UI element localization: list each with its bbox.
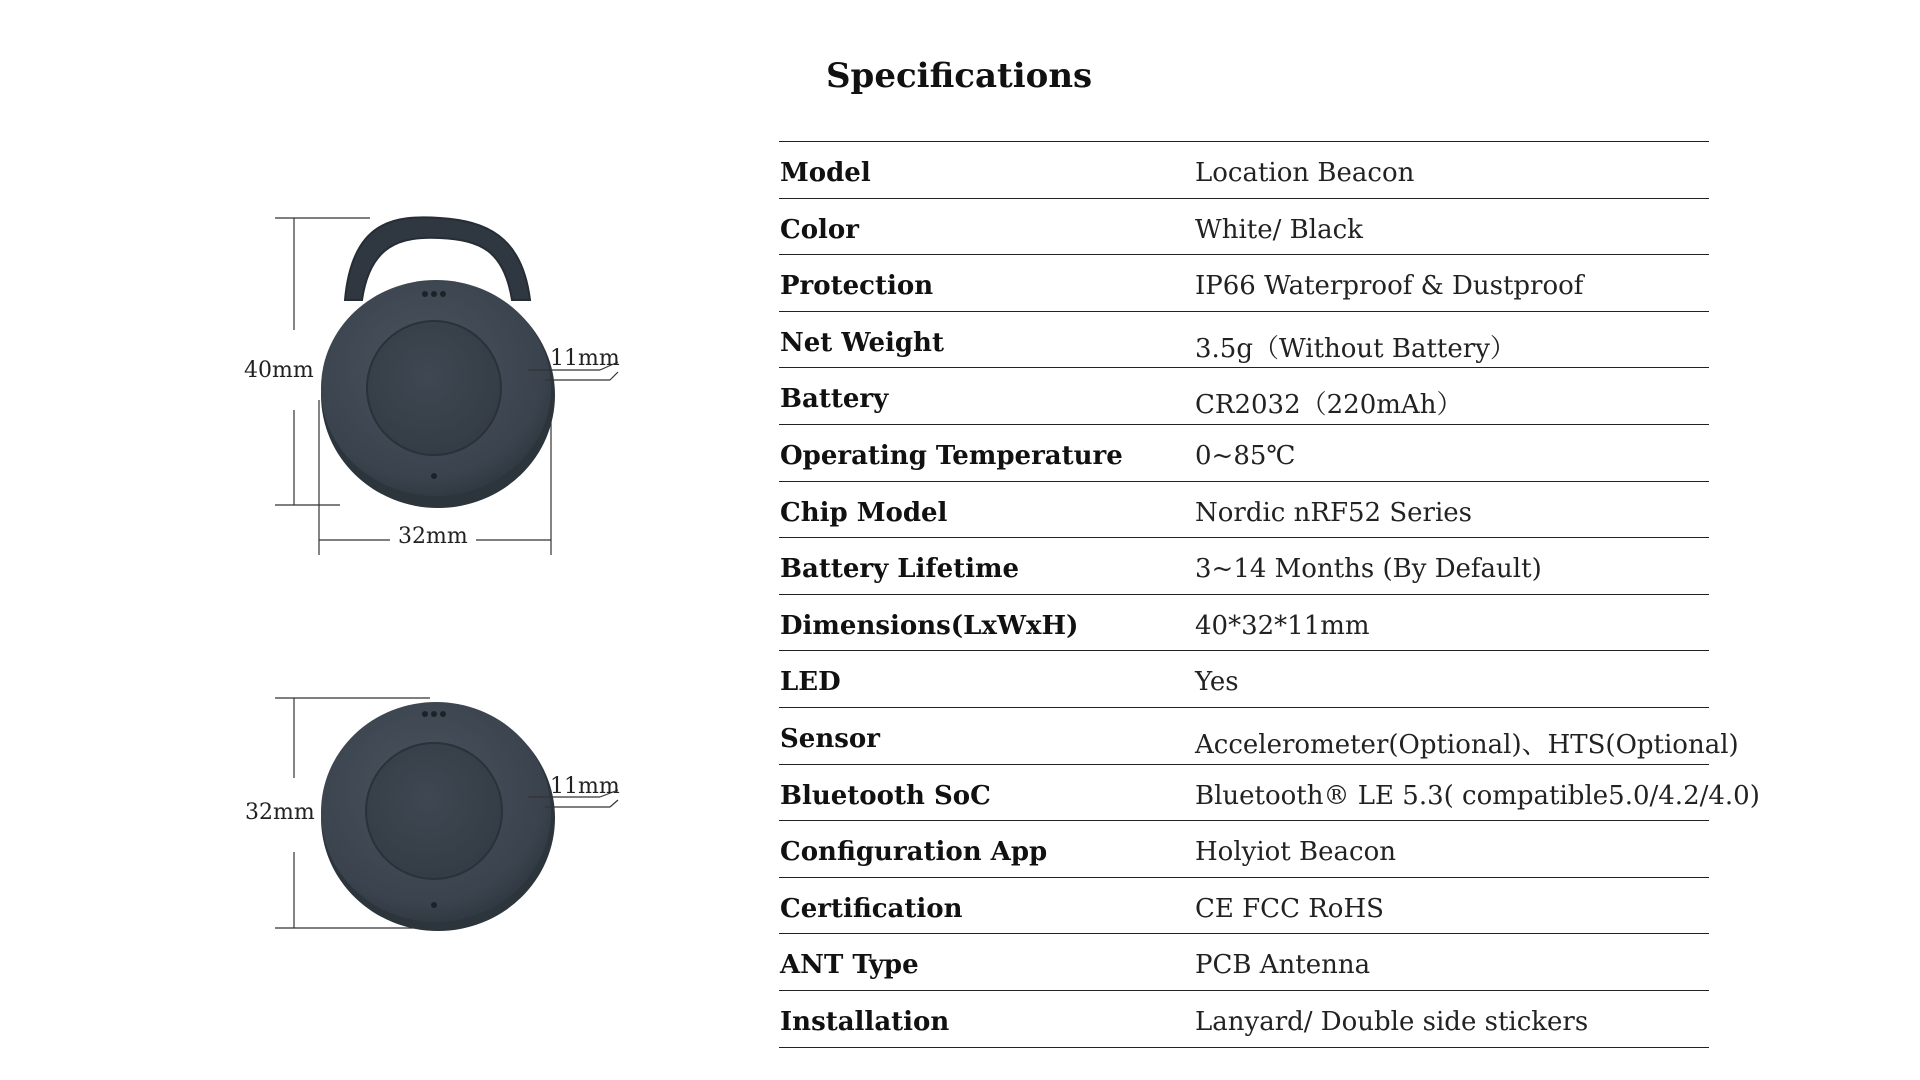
spec-label: Sensor [780,723,880,754]
spec-row-battery [779,368,1709,425]
spec-label: Certification [780,893,963,924]
beacon-with-loop-image [321,217,555,508]
led-dot [431,711,437,717]
dim-height-bottom: 32mm [245,800,315,825]
spec-value: CR2032（220mAh） [1195,390,1463,421]
spec-table [779,141,1760,1048]
spec-label: Net Weight [780,327,944,358]
spec-row-chip-model [779,482,1709,539]
spec-label: Operating Temperature [780,440,1123,471]
spec-label: Bluetooth SoC [780,780,991,811]
dim-thickness-top: 11mm [550,346,620,371]
product-diagram [0,0,760,1080]
spec-row-certification [779,878,1709,935]
spec-row-protection [779,255,1709,312]
led-dot [422,291,428,297]
spec-value: White/ Black [1195,214,1363,245]
spec-value: 0~85℃ [1195,440,1296,471]
reset-hole [431,473,437,479]
page-title: Specifications [826,56,1093,96]
spec-label: Installation [780,1006,950,1037]
reset-hole [431,902,437,908]
led-dot [431,291,437,297]
spec-label: LED [780,667,841,698]
device-face [366,743,502,879]
spec-label: Battery Lifetime [780,554,1020,585]
spec-row-model [779,142,1709,199]
dim-height-top: 40mm [244,358,314,383]
spec-row-battery-lifetime [779,538,1709,595]
led-dot [440,291,446,297]
spec-row-led [779,651,1709,708]
spec-value: Nordic nRF52 Series [1195,497,1472,528]
spec-value: IP66 Waterproof & Dustproof [1195,271,1584,302]
spec-label: Dimensions(LxWxH) [780,610,1079,641]
spec-value: Accelerometer(Optional)、HTS(Optional) [1195,729,1739,760]
spec-value: CE FCC RoHS [1195,893,1384,924]
spec-row-net-weight [779,312,1709,369]
spec-row-sensor [779,708,1739,765]
spec-row-operating-temperature [779,425,1709,482]
spec-value: 3~14 Months (By Default) [1195,554,1542,585]
dim-thickness-bottom: 11mm [550,774,620,799]
spec-value: 40*32*11mm [1195,610,1370,641]
spec-label: Configuration App [780,837,1048,868]
device-face [367,321,501,455]
spec-row-dimensions [779,595,1709,652]
spec-row-configuration-app [779,821,1709,878]
spec-value: PCB Antenna [1195,950,1371,981]
spec-row-bluetooth-soc [779,765,1760,822]
spec-value: 3.5g（Without Battery） [1195,333,1516,364]
led-dot [440,711,446,717]
spec-value: Holyiot Beacon [1195,837,1396,868]
spec-label: Protection [780,271,934,302]
spec-label: Battery [780,384,889,415]
spec-label: Color [780,214,859,245]
spec-row-ant-type [779,934,1709,991]
beacon-round-image [321,702,555,931]
spec-value: Lanyard/ Double side stickers [1195,1006,1589,1037]
spec-row-installation [779,991,1709,1048]
spec-row-color [779,199,1709,256]
spec-label: Model [780,158,871,188]
spec-value: Bluetooth® LE 5.3( compatible5.0/4.2/4.0) [1195,780,1760,811]
spec-label: ANT Type [780,950,919,981]
dim-width-top: 32mm [398,524,468,549]
led-dot [422,711,428,717]
spec-label: Chip Model [780,497,948,528]
spec-value: Location Beacon [1195,158,1415,188]
spec-value: Yes [1195,667,1239,698]
